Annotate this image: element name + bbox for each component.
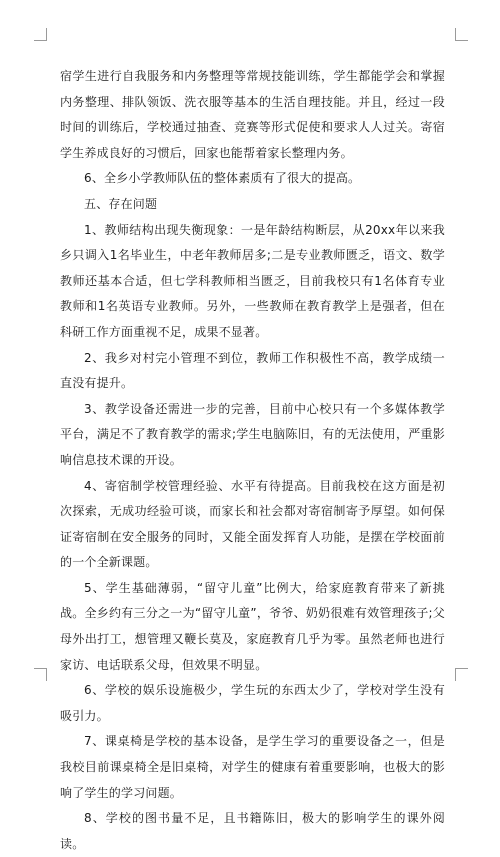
paragraph-issue-8: 8、学校的图书量不足，且书籍陈旧，极大的影响学生的课外阅读。 <box>60 811 445 851</box>
crop-mark-top-left <box>34 28 47 41</box>
paragraph-item-6: 6、全乡小学教师队伍的整体素质有了很大的提高。 <box>84 171 361 186</box>
paragraph-issue-6: 6、学校的娱乐设施极少，学生玩的东西太少了，学校对学生没有吸引力。 <box>60 683 445 723</box>
paragraph-continuation: 宿学生进行自我服务和内务整理等常规技能训练，学生都能学会和掌握内务整理、排队领饭、洗衣服等基本的生活自理技能。并且，经过一段时间的训练后，学校通过抽查、竞赛等形式促使和要求人人过关。寄宿学生养成良好的习惯后，回家也能帮着家长整理内务。 <box>60 69 445 160</box>
paragraph-issue-2: 2、我乡对村完小管理不到位，教师工作积极性不高，教学成绩一直没有提升。 <box>60 350 445 391</box>
crop-mark-top-right <box>455 28 468 41</box>
paragraph-issue-4: 4、寄宿制学校管理经验、水平有待提高。目前我校在这方面是初次探索，无成功经验可谈，而家长和社会都对寄宿制寄予厚望。如何保证寄宿制在安全服务的同时，又能全面发挥育人功能，是摆在学校面前的一个全新课题。 <box>60 478 445 570</box>
paragraph-issue-7: 7、课桌椅是学校的基本设备，是学生学习的重要设备之一，但是我校目前课桌椅全是旧桌椅，对学生的健康有着重要影响，也极大的影响了学生的学习问题。 <box>60 734 445 800</box>
document-body <box>60 64 445 857</box>
crop-mark-bottom-right <box>455 668 468 681</box>
paragraph-issue-1: 1、教师结构出现失衡现象：一是年龄结构断层，从20xx年以来我乡只调入1名毕业生，中老年教师居多;二是专业教师匮乏，语文、数学教师还基本合适，但七学科教师相当匮乏，目前我校只有1名体育专业教师和1名英语专业教师。另外，一些教师在教育教学上是强者，但在科研工作方面重视不足，成果不显著。 <box>60 222 445 339</box>
crop-mark-bottom-left <box>34 668 47 681</box>
paragraph-issue-3: 3、教学设备还需进一步的完善，目前中心校只有一个多媒体教学平台，满足不了教育教学的需求;学生电脑陈旧，有的无法使用，严重影响信息技术课的开设。 <box>60 401 445 467</box>
section-heading-issues: 五、存在问题 <box>84 196 158 211</box>
paragraph-issue-5: 5、学生基础薄弱，“留守儿童”比例大，给家庭教育带来了新挑战。全乡约有三分之一为“留守儿童”，爷爷、奶奶很难有效管理孩子;父母外出打工，想管理又鞭长莫及，家庭教育几乎为零。虽然老师也进行家访、电话联系父母，但效果不明显。 <box>60 580 445 672</box>
